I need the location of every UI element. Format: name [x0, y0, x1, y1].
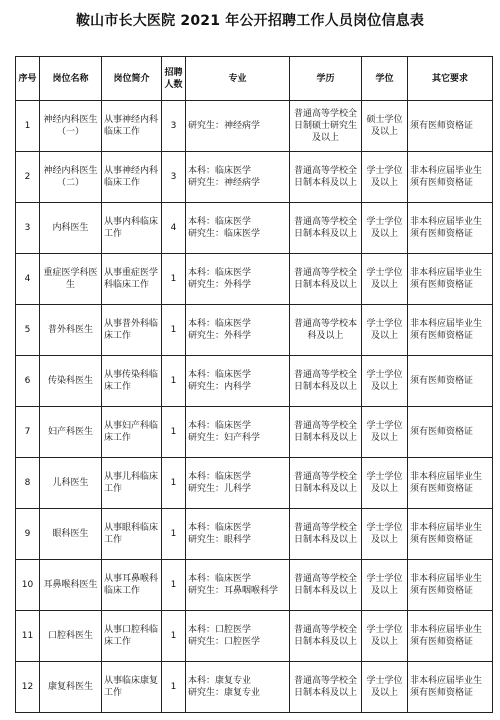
table-row: [16, 611, 493, 662]
cell-name: 儿科医生: [40, 458, 102, 509]
major-line: 本科：临床医学: [188, 319, 252, 329]
cell-major: [186, 356, 290, 407]
cell-req: 非本科应届毕业生须有医师资格证: [408, 305, 493, 356]
major-line: 研究生：康复专业: [188, 688, 261, 698]
cell-major: [186, 254, 290, 305]
cell-no: 5: [16, 305, 40, 356]
header-name: 岗位名称: [40, 57, 102, 101]
major-line: 研究生：外科学: [188, 331, 252, 341]
cell-req: 须有医师资格证: [408, 356, 493, 407]
cell-major: [186, 203, 290, 254]
table-row: [16, 203, 493, 254]
cell-name: 耳鼻喉科医生: [40, 560, 102, 611]
major-line: 研究生：口腔医学: [188, 637, 261, 647]
cell-edu: 普通高等学校全日制本科及以上: [290, 203, 362, 254]
cell-intro: 从事重症医学科临床工作: [102, 254, 162, 305]
cell-intro: 从事眼科临床工作: [102, 509, 162, 560]
major-line: 本科：临床医学: [188, 370, 252, 380]
cell-req: 须有医师资格证: [408, 101, 493, 152]
major-line: 本科：康复专业: [188, 676, 252, 686]
cell-count: 3: [162, 101, 186, 152]
major-line: 研究生：神经病学: [188, 178, 261, 188]
major-line: 本科：临床医学: [188, 574, 252, 584]
cell-no: 6: [16, 356, 40, 407]
cell-no: 9: [16, 509, 40, 560]
cell-intro: 从事临床康复工作: [102, 662, 162, 713]
cell-count: 1: [162, 356, 186, 407]
cell-name: 重症医学科医生: [40, 254, 102, 305]
cell-no: 11: [16, 611, 40, 662]
header-no: 序号: [16, 57, 40, 101]
cell-count: 4: [162, 203, 186, 254]
cell-edu: 普通高等学校全日制本科及以上: [290, 509, 362, 560]
cell-edu: 普通高等学校全日制本科及以上: [290, 611, 362, 662]
cell-edu: 普通高等学校全日制本科及以上: [290, 407, 362, 458]
major-line: 研究生：妇产科学: [188, 433, 261, 443]
header-intro: 岗位简介: [102, 57, 162, 101]
major-line: 本科：口腔医学: [188, 625, 252, 635]
cell-req: 非本科应届毕业生须有医师资格证: [408, 254, 493, 305]
cell-req: 非本科应届毕业生须有医师资格证: [408, 203, 493, 254]
major-line: 研究生：儿科学: [188, 484, 252, 494]
cell-deg: 学士学位及以上: [362, 356, 408, 407]
table-row: [16, 458, 493, 509]
cell-edu: 普通高等学校全日制本科及以上: [290, 254, 362, 305]
cell-count: 1: [162, 560, 186, 611]
cell-no: 7: [16, 407, 40, 458]
cell-count: 1: [162, 662, 186, 713]
cell-count: 3: [162, 152, 186, 203]
cell-intro: 从事普外科临床工作: [102, 305, 162, 356]
major-line: 本科：临床医学: [188, 268, 252, 278]
cell-count: 1: [162, 611, 186, 662]
cell-no: 2: [16, 152, 40, 203]
cell-name: 康复科医生: [40, 662, 102, 713]
cell-req: 须有医师资格证: [408, 407, 493, 458]
cell-count: 1: [162, 407, 186, 458]
header-count: 招聘人数: [162, 57, 186, 101]
table-row: [16, 356, 493, 407]
header-req: 其它要求: [408, 57, 493, 101]
major-line: 本科：临床医学: [188, 217, 252, 227]
cell-no: 3: [16, 203, 40, 254]
cell-deg: 学士学位及以上: [362, 152, 408, 203]
cell-major: [186, 662, 290, 713]
cell-no: 8: [16, 458, 40, 509]
cell-edu: 普通高等学校全日制本科及以上: [290, 662, 362, 713]
cell-name: 口腔科医生: [40, 611, 102, 662]
table-row: [16, 254, 493, 305]
cell-deg: 学士学位及以上: [362, 662, 408, 713]
cell-name: 内科医生: [40, 203, 102, 254]
cell-no: 1: [16, 101, 40, 152]
cell-count: 1: [162, 254, 186, 305]
major-line: 研究生：外科学: [188, 280, 252, 290]
table-row: [16, 305, 493, 356]
cell-no: 12: [16, 662, 40, 713]
cell-major: [186, 152, 290, 203]
major-line: 研究生：眼科学: [188, 535, 252, 545]
cell-req: 非本科应届毕业生须有医师资格证: [408, 152, 493, 203]
cell-major: [186, 560, 290, 611]
header-edu: 学历: [290, 57, 362, 101]
cell-deg: 学士学位及以上: [362, 458, 408, 509]
header-deg: 学位: [362, 57, 408, 101]
header-major: 专业: [186, 57, 290, 101]
job-info-table: [15, 56, 493, 713]
table-row: [16, 560, 493, 611]
cell-edu: 普通高等学校全日制硕士研究生及以上: [290, 101, 362, 152]
table-row: [16, 509, 493, 560]
cell-major: [186, 407, 290, 458]
cell-major: [186, 509, 290, 560]
table-row: [16, 407, 493, 458]
cell-name: 眼科医生: [40, 509, 102, 560]
table-row: [16, 101, 493, 152]
cell-major: [186, 101, 290, 152]
cell-req: 非本科应届毕业生须有医师资格证: [408, 509, 493, 560]
cell-count: 1: [162, 458, 186, 509]
cell-deg: 学士学位及以上: [362, 611, 408, 662]
cell-edu: 普通高等学校全日制本科及以上: [290, 560, 362, 611]
cell-req: 非本科应届毕业生须有医师资格证: [408, 458, 493, 509]
cell-major: [186, 458, 290, 509]
cell-name: 神经内科医生（二）: [40, 152, 102, 203]
table-row: [16, 662, 493, 713]
major-line: 研究生：内科学: [188, 382, 252, 392]
table-header-row: [16, 57, 493, 101]
cell-count: 1: [162, 305, 186, 356]
cell-intro: 从事妇产科临床工作: [102, 407, 162, 458]
cell-major: [186, 611, 290, 662]
cell-req: 非本科应届毕业生须有医师资格证: [408, 611, 493, 662]
cell-deg: 学士学位及以上: [362, 407, 408, 458]
cell-major: [186, 305, 290, 356]
major-line: 本科：临床医学: [188, 421, 252, 431]
cell-intro: 从事内科临床工作: [102, 203, 162, 254]
page-title: 鞍山市长大医院 2021 年公开招聘工作人员岗位信息表: [75, 13, 425, 29]
cell-edu: 普通高等学校全日制本科及以上: [290, 458, 362, 509]
cell-intro: 从事神经内科临床工作: [102, 152, 162, 203]
cell-deg: 学士学位及以上: [362, 254, 408, 305]
cell-no: 10: [16, 560, 40, 611]
cell-deg: 学士学位及以上: [362, 305, 408, 356]
cell-name: 神经内科医生（一）: [40, 101, 102, 152]
cell-edu: 普通高等学校本科及以上: [290, 305, 362, 356]
cell-deg: 学士学位及以上: [362, 560, 408, 611]
table-body: [16, 101, 493, 713]
major-line: 研究生：神经病学: [188, 121, 261, 131]
cell-no: 4: [16, 254, 40, 305]
cell-deg: 学士学位及以上: [362, 509, 408, 560]
cell-count: 1: [162, 509, 186, 560]
major-line: 研究生：耳鼻咽喉科学: [188, 586, 279, 596]
cell-intro: 从事儿科临床工作: [102, 458, 162, 509]
cell-edu: 普通高等学校全日制本科及以上: [290, 152, 362, 203]
cell-intro: 从事口腔科临床工作: [102, 611, 162, 662]
cell-intro: 从事耳鼻喉科临床工作: [102, 560, 162, 611]
cell-deg: 硕士学位及以上: [362, 101, 408, 152]
cell-name: 妇产科医生: [40, 407, 102, 458]
cell-req: 非本科应届毕业生须有医师资格证: [408, 662, 493, 713]
major-line: 本科：临床医学: [188, 523, 252, 533]
cell-name: 普外科医生: [40, 305, 102, 356]
cell-req: 非本科应届毕业生须有医师资格证: [408, 560, 493, 611]
major-line: 研究生：临床医学: [188, 229, 261, 239]
cell-edu: 普通高等学校全日制本科及以上: [290, 356, 362, 407]
major-line: 本科：临床医学: [188, 166, 252, 176]
major-line: 本科：临床医学: [188, 472, 252, 482]
table-row: [16, 152, 493, 203]
cell-deg: 学士学位及以上: [362, 203, 408, 254]
cell-intro: 从事神经内科临床工作: [102, 101, 162, 152]
cell-name: 传染科医生: [40, 356, 102, 407]
cell-intro: 从事传染科临床工作: [102, 356, 162, 407]
